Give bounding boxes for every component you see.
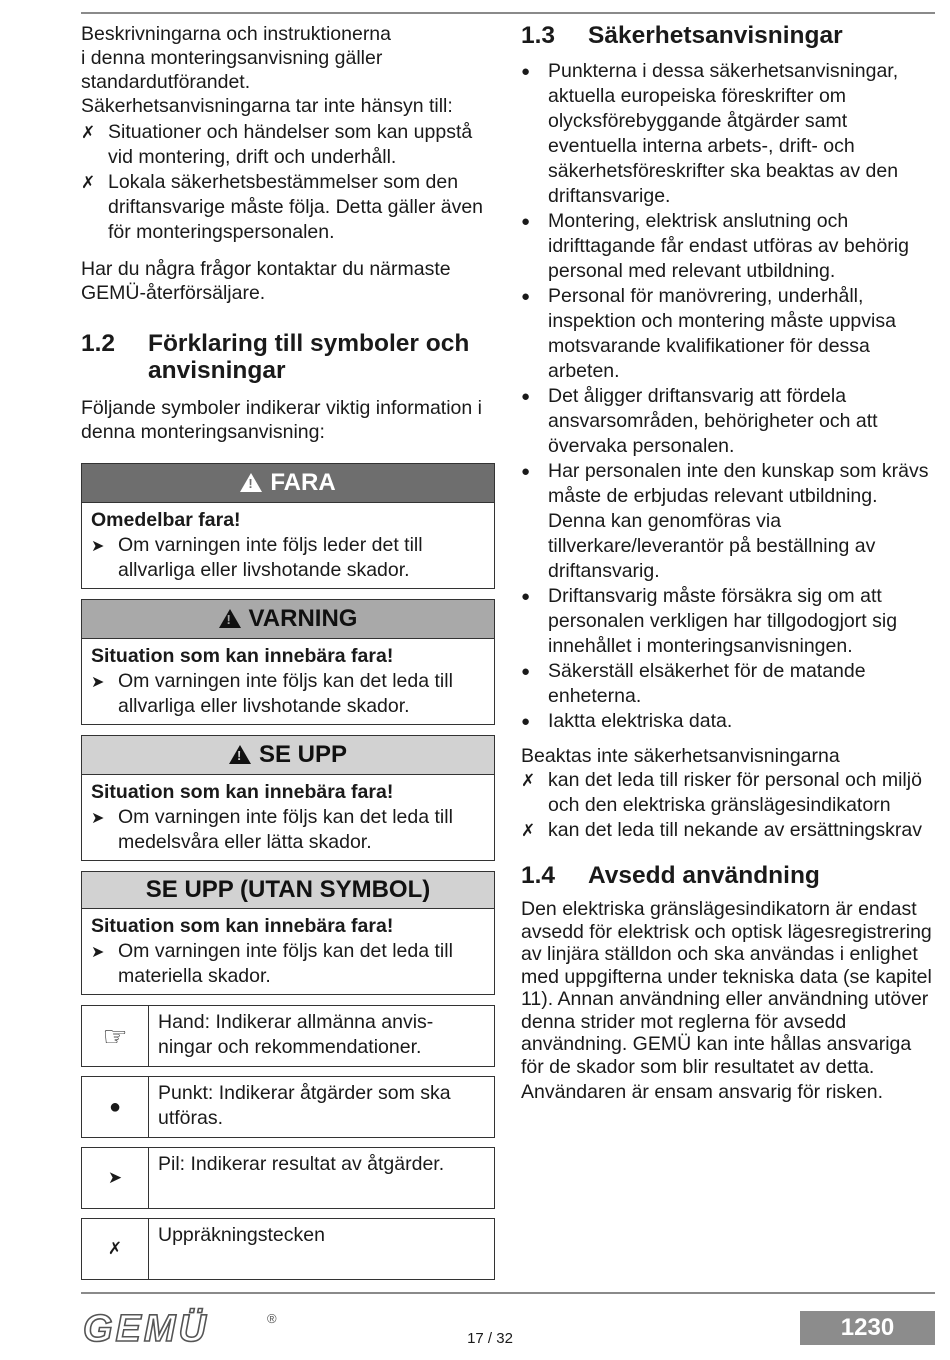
intro-line: Beskrivningarna och instruktionerna	[81, 23, 392, 45]
bullet-dot-icon: ●	[521, 288, 531, 305]
top-rule	[81, 12, 935, 14]
warning-box	[81, 599, 495, 725]
svg-text:GEMÜ: GEMÜ	[83, 1308, 209, 1347]
bullet-dot-icon: ●	[521, 213, 531, 230]
list-item: ● Säkerställ elsäkerhet för de matande enheterna.	[521, 660, 866, 707]
box-text: ➤ Om varningen inte följs kan det leda till materiella skador.	[91, 940, 453, 987]
list-item: ✗ Lokala säkerhetsbestämmelser som den driftansvarige måste följa. Detta gäller även för monteringspersonalen.	[81, 171, 484, 243]
bullet-dot-icon: ●	[521, 463, 531, 480]
intended-use-paragraph: Den elektriska gränslägesindikatorn är endast avsedd för elektrisk och optisk lägesregistrering av linjära ställdon och ska användas i enlighet med uppgifterna under tekniska data (se kapitel 11). Annan användning eller användning utöver denna strider mot reglerna för avsedd användning. GEMÜ kan inte hållas ansvariga för de skador som blir resultatet av detta.	[521, 898, 932, 1078]
cross-mark-icon: ✗	[81, 123, 96, 142]
svg-text:®: ®	[267, 1311, 277, 1326]
box-subtitle: Omedelbar fara!	[91, 509, 241, 531]
consequence-intro: Beaktas inte säkerhetsanvisningarna	[521, 745, 840, 767]
notice-header: SE UPP (UTAN SYMBOL)	[82, 872, 494, 909]
box-text: ➤ Om varningen inte följs kan det leda till medelsvåra eller lätta skador.	[91, 806, 453, 853]
intro-line: Säkerhetsanvisningarna tar inte hänsyn till:	[81, 95, 453, 117]
list-item: ✗ kan det leda till nekande av ersättningskrav	[521, 819, 922, 841]
intro-block	[81, 22, 495, 118]
intro-line: i denna monteringsanvisning gäller	[81, 47, 383, 69]
symbols-intro: Följande symboler indikerar viktig information i denna monteringsanvisning:	[81, 397, 482, 443]
symbol-description: Uppräkningstecken	[158, 1224, 325, 1246]
cross-mark-icon: ✗	[82, 1219, 149, 1279]
section-title: Säkerhetsanvisningar	[588, 22, 843, 49]
exclusion-list	[81, 120, 495, 245]
list-item: ✗ kan det leda till risker för personal och miljö och den elektriska gränslägesindikatorn	[521, 769, 922, 816]
symbol-row-cross	[81, 1218, 495, 1280]
page-number: 17 / 32	[467, 1330, 513, 1347]
warning-header: ! VARNING	[82, 600, 494, 639]
list-item: ● Personal för manövrering, underhåll, inspektion och montering måste uppvisa motsvarande kvalifikationer för dessa arbeten.	[521, 285, 896, 382]
arrow-icon: ➤	[91, 674, 105, 691]
cross-mark-icon: ✗	[521, 821, 536, 840]
section-title: Förklaring till symboler och anvisningar	[148, 330, 470, 384]
bullet-dot-icon: ●	[521, 663, 531, 680]
symbol-row-arrow	[81, 1147, 495, 1209]
section-heading-1-2	[81, 330, 495, 384]
warning-triangle-icon	[240, 473, 262, 492]
safety-bullet-list	[521, 59, 937, 734]
warning-triangle-icon	[219, 609, 241, 628]
list-item: ● Punkterna i dessa säkerhetsanvisningar, aktuella europeiska föreskrifter om olycksförebyggande åtgärder samt eventuella interna arbets-, drift- och säkerhetsföreskrifter ska beaktas av den driftansvarige.	[521, 60, 899, 207]
bullet-dot-icon: ●	[82, 1077, 149, 1137]
list-item: ● Iaktta elektriska data.	[521, 710, 733, 732]
section-number: 1.4	[521, 862, 556, 889]
caution-header: ! SE UPP	[82, 736, 494, 775]
bullet-dot-icon: ●	[521, 713, 531, 730]
list-item: ● Driftansvarig måste försäkra sig om att personalen verkligen har tillgodogjort sig innehållet i monteringsanvisningen.	[521, 585, 898, 657]
symbol-row-hand	[81, 1005, 495, 1067]
section-title: Avsedd användning	[588, 862, 820, 889]
danger-box	[81, 463, 495, 589]
section-number: 1.2	[81, 330, 116, 357]
symbol-description: Pil: Indikerar resultat av åtgärder.	[158, 1153, 445, 1175]
cross-mark-icon: ✗	[81, 173, 96, 192]
arrow-icon: ➤	[91, 538, 105, 555]
box-subtitle: Situation som kan innebära fara!	[91, 915, 394, 937]
section-heading-1-4	[521, 862, 937, 889]
gemu-logo	[81, 1305, 281, 1347]
section-heading-1-3	[521, 22, 937, 49]
list-item: ✗ Situationer och händelser som kan uppstå vid montering, drift och underhåll.	[81, 121, 473, 168]
intro-line: standardutförandet.	[81, 71, 251, 93]
list-item: ● Montering, elektrisk anslutning och idrifttagande får endast utföras av behörig personal med relevant utbildning.	[521, 210, 909, 282]
box-text: ➤ Om varningen inte följs kan det leda till allvarliga eller livshotande skador.	[91, 670, 453, 717]
bullet-dot-icon: ●	[521, 588, 531, 605]
document-number-badge: 1230	[800, 1311, 935, 1345]
list-item: ● Det åligger driftansvarig att fördela ansvarsområden, behörigheter och att övervaka personalen.	[521, 385, 878, 457]
contact-note: Har du några frågor kontaktar du närmaste GEMÜ-återförsäljare.	[81, 258, 451, 304]
symbol-row-dot	[81, 1076, 495, 1138]
section-number: 1.3	[521, 22, 556, 49]
box-subtitle: Situation som kan innebära fara!	[91, 781, 394, 803]
box-subtitle: Situation som kan innebära fara!	[91, 645, 394, 667]
cross-mark-icon: ✗	[521, 771, 536, 790]
arrow-icon: ➤	[91, 944, 105, 961]
bullet-dot-icon: ●	[521, 388, 531, 405]
danger-header: ! FARA	[82, 464, 494, 503]
right-column	[521, 22, 937, 1104]
responsibility-note: Användaren är ensam ansvarig för risken.	[521, 1081, 884, 1103]
warning-triangle-icon	[229, 745, 251, 764]
bullet-dot-icon: ●	[521, 63, 531, 80]
symbol-description: Punkt: Indikerar åtgärder som ska utföras.	[158, 1082, 451, 1129]
left-column	[81, 22, 495, 1280]
bottom-rule	[81, 1292, 935, 1294]
hand-icon: ☞	[82, 1006, 149, 1066]
arrow-icon: ➤	[82, 1148, 149, 1208]
notice-box	[81, 871, 495, 995]
list-item: ● Har personalen inte den kunskap som krävs måste de erbjudas relevant utbildning. Denna kan genomföras via tillverkare/leverantör på beställning av driftansvarig.	[521, 460, 929, 582]
box-text: ➤ Om varningen inte följs leder det till allvarliga eller livshotande skador.	[91, 534, 423, 581]
caution-box	[81, 735, 495, 861]
consequence-list	[521, 768, 937, 843]
arrow-icon: ➤	[91, 810, 105, 827]
symbol-description: Hand: Indikerar allmänna anvis-ningar och rekommendationer.	[158, 1011, 434, 1058]
